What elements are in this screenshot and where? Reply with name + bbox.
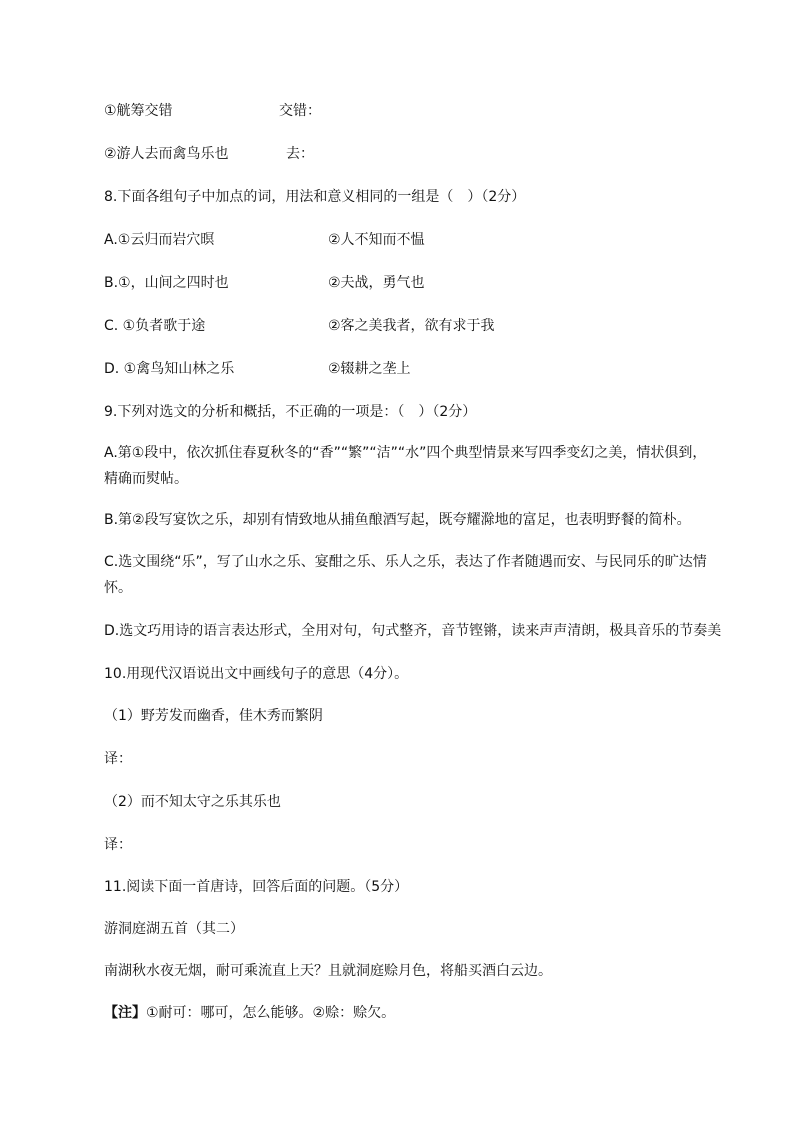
q9-option-c: C.选文围绕“乐”，写了山水之乐、宴酣之乐、乐人之乐，表达了作者随遇而安、与民同乐的旷达情怀。	[104, 554, 707, 596]
poem-text: 南湖秋水夜无烟，耐可乘流直上天？且就洞庭赊月色，将船买酒白云边。	[104, 963, 552, 979]
line-1-left: ①觥筹交错	[104, 103, 173, 119]
q8-option-a-left: A.①云归而岩穴暝	[104, 232, 215, 248]
q9-option-b: B.第②段写宴饮之乐，却别有情致地从捕鱼酿酒写起，既夸耀滁地的富足，也表明野餐的简朴。	[104, 512, 691, 528]
q10-item-2-answer: 译：	[104, 837, 132, 853]
question-8: 8.下面各组句子中加点的词，用法和意义相同的一组是（ ）（2分）	[104, 189, 526, 205]
poem-title: 游洞庭湖五首（其二）	[104, 921, 244, 937]
q8-option-d-right: ②辍耕之垄上	[328, 361, 411, 377]
q10-item-2: （2）而不知太守之乐其乐也	[104, 794, 281, 810]
q8-option-a-right: ②人不知而不愠	[328, 232, 425, 248]
poem-note	[104, 1003, 395, 1023]
q8-option-c-left: C. ①负者歌于途	[104, 318, 206, 334]
question-11: 11.阅读下面一首唐诗，回答后面的问题。（5分）	[104, 879, 409, 895]
q10-item-1: （1）野芳发而幽香，佳木秀而繁阴	[104, 708, 323, 724]
line-1-right: 交错：	[279, 103, 321, 119]
q8-option-b-left: B.①，山间之四时也	[104, 275, 229, 291]
q8-option-c-right: ②客之美我者，欲有求于我	[328, 318, 495, 334]
question-10: 10.用现代汉语说出文中画线句子的意思（4分）。	[104, 666, 409, 682]
note-label: 【注】	[104, 1005, 146, 1021]
line-2-left: ②游人去而禽鸟乐也	[104, 146, 229, 162]
q9-option-d: D.选文巧用诗的语言表达形式，全用对句，句式整齐，音节铿锵，读来声声清朗，极具音乐的节奏美	[104, 623, 722, 639]
q9-option-a: A.第①段中，依次抓住春夏秋冬的“香”“繁”“洁”“水”四个典型情景来写四季变幻之美，情状俱到，精确而熨帖。	[104, 445, 707, 487]
question-9: 9.下列对选文的分析和概括，不正确的一项是：（ ）（2分）	[104, 404, 477, 420]
line-2-right: 去：	[286, 146, 314, 162]
q8-option-b-right: ②夫战，勇气也	[328, 275, 425, 291]
q8-option-d-left: D. ①禽鸟知山林之乐	[104, 361, 235, 377]
note-text: ①耐可：哪可，怎么能够。②赊：赊欠。	[146, 1005, 396, 1021]
q10-item-1-answer: 译：	[104, 751, 132, 767]
